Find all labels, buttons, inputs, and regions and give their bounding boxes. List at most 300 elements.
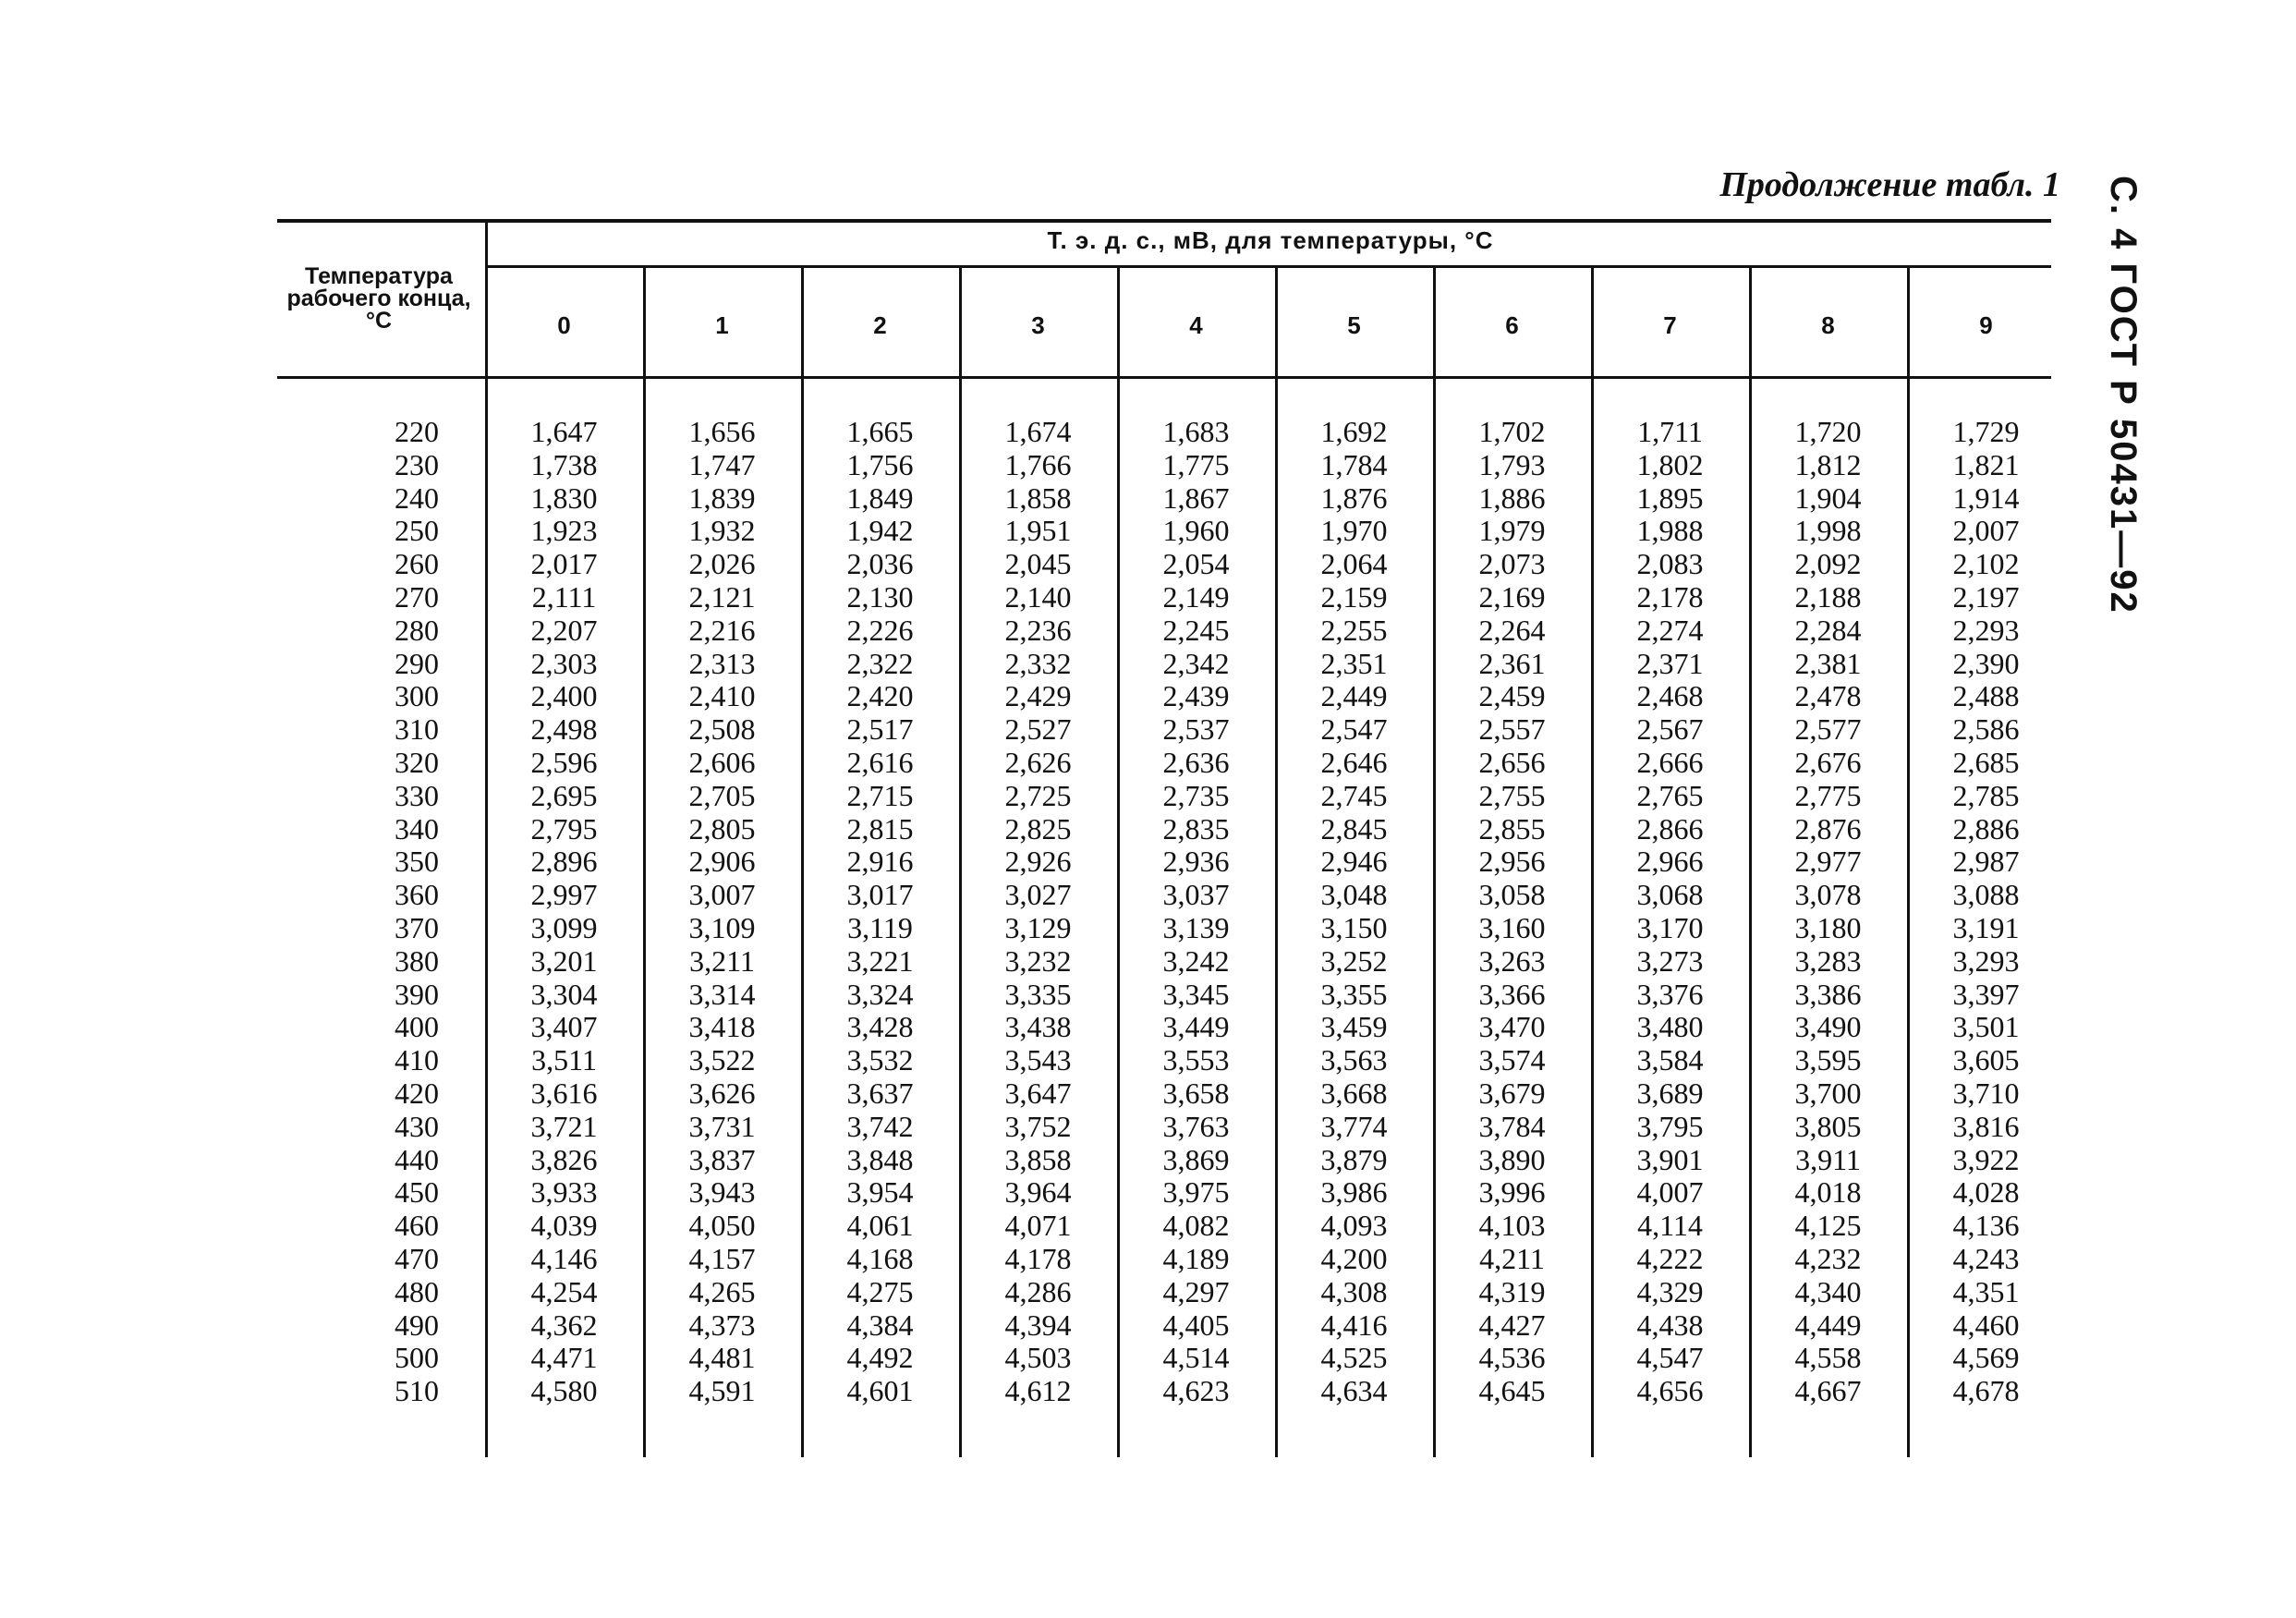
table-row [277,1077,2051,1110]
emf-cell: 2,197 [1952,579,2020,614]
emf-cell: 3,211 [689,943,755,978]
table-row [277,1374,2051,1407]
emf-cell: 4,471 [530,1341,598,1375]
row-header-label: Температура рабочего конца, °С [286,263,471,334]
row-temperature: 370 [395,910,439,944]
emf-cell: 2,449 [1320,679,1388,713]
emf-cell: 2,400 [530,679,598,713]
emf-cell: 2,586 [1952,712,2020,747]
emf-cell: 2,274 [1636,613,1704,647]
emf-cell: 3,058 [1478,878,1546,912]
emf-cell: 2,303 [530,646,598,680]
emf-cell: 2,527 [1004,712,1072,747]
emf-cell: 2,102 [1952,547,2020,581]
emf-cell: 3,700 [1794,1076,1862,1110]
emf-cell: 1,647 [530,415,598,448]
emf-cell: 4,189 [1162,1241,1230,1275]
emf-cell: 4,460 [1952,1308,2020,1342]
emf-cell: 4,405 [1162,1308,1230,1342]
emf-cell: 2,646 [1320,745,1388,779]
emf-cell: 1,867 [1162,481,1230,515]
row-temperature: 420 [395,1076,439,1110]
emf-cell: 4,286 [1004,1274,1072,1308]
row-temperature: 390 [395,977,439,1011]
emf-cell: 2,977 [1794,845,1862,879]
row-temperature: 340 [395,811,439,845]
row-temperature: 400 [395,1010,439,1044]
column-header: 8 [1821,311,1835,339]
emf-cell: 4,503 [1004,1341,1072,1375]
row-temperature: 250 [395,514,439,548]
emf-cell: 1,766 [1004,447,1072,481]
emf-cell: 2,236 [1004,613,1072,647]
emf-cell: 1,692 [1320,415,1388,448]
emf-cell: 3,150 [1320,910,1388,944]
emf-cell: 3,027 [1004,878,1072,912]
emf-cell: 1,923 [530,514,598,548]
emf-cell: 3,869 [1162,1142,1230,1176]
emf-cell: 2,825 [1004,811,1072,845]
emf-cell: 2,459 [1478,679,1546,713]
emf-cell: 2,508 [688,712,756,747]
emf-cell: 2,835 [1162,811,1230,845]
emf-cell: 1,720 [1794,415,1862,448]
emf-cell: 2,083 [1636,547,1704,581]
table-top-rule [277,219,2051,223]
emf-cell: 3,180 [1794,910,1862,944]
emf-cell: 3,795 [1636,1109,1704,1143]
emf-cell: 4,114 [1637,1209,1703,1243]
row-temperature: 220 [395,415,439,448]
table-row [277,547,2051,580]
emf-cell: 2,966 [1636,845,1704,879]
emf-cell: 2,007 [1952,514,2020,548]
emf-cell: 1,830 [530,481,598,515]
emf-cell: 2,054 [1162,547,1230,581]
emf-cell: 2,845 [1320,811,1388,845]
table-row [277,845,2051,878]
emf-cell: 2,313 [688,646,756,680]
emf-cell: 4,297 [1162,1274,1230,1308]
emf-cell: 3,221 [846,943,914,978]
emf-cell: 4,536 [1478,1341,1546,1375]
emf-cell: 4,481 [688,1341,756,1375]
emf-cell: 3,314 [688,977,756,1011]
emf-cell: 3,943 [688,1175,756,1210]
row-temperature: 380 [395,943,439,978]
column-header: 6 [1505,311,1519,339]
emf-cell: 3,848 [846,1142,914,1176]
emf-cell: 2,906 [688,845,756,879]
emf-cell: 3,501 [1952,1010,2020,1044]
emf-cell: 3,626 [688,1076,756,1110]
emf-cell: 3,658 [1162,1076,1230,1110]
emf-cell: 2,045 [1004,547,1072,581]
emf-cell: 3,201 [530,943,598,978]
emf-cell: 3,975 [1162,1175,1230,1210]
emf-cell: 2,896 [530,845,598,879]
superheader-rule [485,265,2051,268]
emf-cell: 1,951 [1004,514,1072,548]
emf-cell: 3,742 [846,1109,914,1143]
emf-cell: 2,956 [1478,845,1546,879]
table-row [277,1143,2051,1176]
emf-cell: 2,946 [1320,845,1388,879]
emf-cell: 3,129 [1004,910,1072,944]
emf-cell: 3,109 [688,910,756,944]
emf-cell: 3,232 [1004,943,1072,978]
emf-cell: 3,616 [530,1076,598,1110]
emf-cell: 1,674 [1004,415,1072,448]
emf-cell: 4,319 [1478,1274,1546,1308]
emf-cell: 2,498 [530,712,598,747]
table-row [277,911,2051,944]
emf-cell: 4,514 [1162,1341,1230,1375]
emf-cell: 4,082 [1162,1209,1230,1243]
emf-cell: 4,146 [530,1241,598,1275]
emf-cell: 3,324 [846,977,914,1011]
emf-cell: 4,645 [1478,1374,1546,1408]
column-header: 7 [1663,311,1677,339]
emf-cell: 4,656 [1636,1374,1704,1408]
emf-cell: 3,376 [1636,977,1704,1011]
emf-cell: 2,666 [1636,745,1704,779]
emf-cell: 2,695 [530,778,598,812]
emf-cell: 3,511 [531,1043,597,1077]
emf-cell: 3,366 [1478,977,1546,1011]
emf-cell: 4,103 [1478,1209,1546,1243]
row-temperature: 510 [395,1374,439,1408]
emf-cell: 4,569 [1952,1341,2020,1375]
emf-cell: 2,073 [1478,547,1546,581]
emf-cell: 1,904 [1794,481,1862,515]
emf-cell: 2,149 [1162,579,1230,614]
table-row [277,415,2051,448]
row-temperature: 490 [395,1308,439,1342]
emf-cell: 2,936 [1162,845,1230,879]
emf-cell: 3,637 [846,1076,914,1110]
emf-cell: 3,139 [1162,910,1230,944]
emf-cell: 3,283 [1794,943,1862,978]
emf-cell: 2,207 [530,613,598,647]
emf-cell: 3,386 [1794,977,1862,1011]
emf-cell: 3,418 [688,1010,756,1044]
table-row [277,812,2051,845]
emf-cell: 2,705 [688,778,756,812]
table-row [277,448,2051,481]
row-temperature: 280 [395,613,439,647]
emf-cell: 4,061 [846,1209,914,1243]
row-temperature: 240 [395,481,439,515]
emf-cell: 2,284 [1794,613,1862,647]
emf-cell: 1,711 [1637,415,1703,448]
emf-cell: 3,191 [1952,910,2020,944]
emf-cell: 3,710 [1952,1076,2020,1110]
emf-cell: 3,731 [688,1109,756,1143]
emf-cell: 2,439 [1162,679,1230,713]
emf-cell: 3,668 [1320,1076,1388,1110]
emf-cell: 2,805 [688,811,756,845]
column-header: 3 [1031,311,1045,339]
emf-cell: 3,647 [1004,1076,1072,1110]
emf-cell: 4,623 [1162,1374,1230,1408]
emf-cell: 4,634 [1320,1374,1388,1408]
table-row [277,779,2051,812]
row-temperature: 330 [395,778,439,812]
emf-cell: 2,159 [1320,579,1388,614]
emf-cell: 3,490 [1794,1010,1862,1044]
table-row [277,1341,2051,1374]
emf-cell: 2,293 [1952,613,2020,647]
emf-cell: 3,837 [688,1142,756,1176]
emf-cell: 2,036 [846,547,914,581]
emf-cell: 3,407 [530,1010,598,1044]
emf-cell: 2,130 [846,579,914,614]
emf-cell: 2,855 [1478,811,1546,845]
emf-cell: 1,793 [1478,447,1546,481]
column-header: 4 [1189,311,1203,339]
row-temperature: 290 [395,646,439,680]
table-row [277,580,2051,614]
emf-cell: 2,092 [1794,547,1862,581]
emf-cell: 4,580 [530,1374,598,1408]
emf-cell: 3,345 [1162,977,1230,1011]
emf-cell: 4,438 [1636,1308,1704,1342]
emf-cell: 3,553 [1162,1043,1230,1077]
emf-cell: 3,816 [1952,1109,2020,1143]
emf-cell: 3,605 [1952,1043,2020,1077]
emf-cell: 2,567 [1636,712,1704,747]
emf-cell: 4,265 [688,1274,756,1308]
emf-cell: 3,954 [846,1175,914,1210]
table-body [277,415,2051,1407]
emf-cell: 3,304 [530,977,598,1011]
emf-cell: 3,470 [1478,1010,1546,1044]
emf-cell: 4,308 [1320,1274,1388,1308]
emf-cell: 2,537 [1162,712,1230,747]
emf-cell: 3,522 [688,1043,756,1077]
emf-cell: 1,839 [688,481,756,515]
emf-cell: 1,656 [688,415,756,448]
row-temperature: 440 [395,1142,439,1176]
emf-cell: 4,018 [1794,1175,1862,1210]
emf-cell: 2,795 [530,811,598,845]
row-temperature: 300 [395,679,439,713]
emf-cell: 4,254 [530,1274,598,1308]
emf-cell: 2,785 [1952,778,2020,812]
emf-cell: 3,826 [530,1142,598,1176]
emf-cell: 3,784 [1478,1109,1546,1143]
emf-cell: 4,449 [1794,1308,1862,1342]
emf-cell: 4,492 [846,1341,914,1375]
emf-cell: 3,922 [1952,1142,2020,1176]
emf-cell: 2,026 [688,547,756,581]
column-header: 1 [715,311,729,339]
emf-cell: 4,384 [846,1308,914,1342]
emf-cell: 2,596 [530,745,598,779]
table-row [277,1043,2051,1077]
emf-cell: 3,007 [688,878,756,912]
emf-cell: 3,293 [1952,943,2020,978]
emf-cell: 3,273 [1636,943,1704,978]
emf-cell: 4,351 [1952,1274,2020,1308]
emf-cell: 2,987 [1952,845,2020,879]
emf-cell: 3,397 [1952,977,2020,1011]
emf-cell: 2,488 [1952,679,2020,713]
emf-cell: 1,932 [688,514,756,548]
emf-cell: 2,111 [531,579,597,614]
emf-cell: 4,340 [1794,1274,1862,1308]
emf-cell: 3,252 [1320,943,1388,978]
emf-cell: 4,525 [1320,1341,1388,1375]
emf-cell: 2,121 [688,579,756,614]
emf-cell: 1,970 [1320,514,1388,548]
emf-cell: 3,242 [1162,943,1230,978]
emf-cell: 2,410 [688,679,756,713]
emf-cell: 3,335 [1004,977,1072,1011]
emf-cell: 1,914 [1952,481,2020,515]
emf-cell: 3,858 [1004,1142,1072,1176]
emf-cell: 2,169 [1478,579,1546,614]
emf-cell: 3,574 [1478,1043,1546,1077]
emf-cell: 4,275 [846,1274,914,1308]
emf-cell: 3,911 [1795,1142,1861,1176]
emf-cell: 4,125 [1794,1209,1862,1243]
emf-cell: 4,427 [1478,1308,1546,1342]
emf-cell: 3,752 [1004,1109,1072,1143]
column-header: 2 [873,311,887,339]
table-row [277,647,2051,680]
row-temperature: 270 [395,579,439,614]
emf-cell: 2,636 [1162,745,1230,779]
emf-cell: 2,926 [1004,845,1072,879]
emf-cell: 2,178 [1636,579,1704,614]
emf-cell: 3,170 [1636,910,1704,944]
emf-cell: 4,667 [1794,1374,1862,1408]
emf-cell: 3,721 [530,1109,598,1143]
page-side-header: С. 4 ГОСТ Р 50431—92 [2103,176,2144,614]
table-row [277,679,2051,712]
emf-cell: 3,449 [1162,1010,1230,1044]
emf-cell: 2,264 [1478,613,1546,647]
emf-cell: 2,866 [1636,811,1704,845]
emf-cell: 4,200 [1320,1241,1388,1275]
emf-cell: 1,960 [1162,514,1230,548]
emf-cell: 3,563 [1320,1043,1388,1077]
row-temperature: 410 [395,1043,439,1077]
emf-cell: 1,729 [1952,415,2020,448]
emf-cell: 4,007 [1636,1175,1704,1210]
emf-cell: 2,547 [1320,712,1388,747]
thermo-emf-table [277,219,2051,1476]
emf-cell: 4,071 [1004,1209,1072,1243]
emf-cell: 3,119 [847,910,913,944]
emf-cell: 2,715 [846,778,914,812]
emf-cell: 4,050 [688,1209,756,1243]
table-row [277,944,2051,978]
emf-cell: 2,656 [1478,745,1546,779]
emf-cell: 4,558 [1794,1341,1862,1375]
emf-cell: 3,986 [1320,1175,1388,1210]
emf-cell: 2,226 [846,613,914,647]
emf-cell: 3,068 [1636,878,1704,912]
emf-cell: 3,017 [846,878,914,912]
emf-cell: 2,676 [1794,745,1862,779]
table-row [277,614,2051,647]
emf-cell: 2,876 [1794,811,1862,845]
emf-cell: 1,802 [1636,447,1704,481]
emf-cell: 1,784 [1320,447,1388,481]
emf-cell: 2,332 [1004,646,1072,680]
emf-cell: 4,612 [1004,1374,1072,1408]
emf-cell: 1,858 [1004,481,1072,515]
emf-cell: 2,997 [530,878,598,912]
emf-cell: 2,245 [1162,613,1230,647]
emf-cell: 2,765 [1636,778,1704,812]
emf-cell: 1,821 [1952,447,2020,481]
emf-cell: 3,160 [1478,910,1546,944]
emf-cell: 2,216 [688,613,756,647]
emf-cell: 4,136 [1952,1209,2020,1243]
row-temperature: 450 [395,1175,439,1210]
row-temperature: 430 [395,1109,439,1143]
emf-cell: 2,390 [1952,646,2020,680]
emf-cell: 3,459 [1320,1010,1388,1044]
emf-cell: 3,763 [1162,1109,1230,1143]
table-row [277,1010,2051,1043]
table-continuation-label: Продолжение табл. 1 [1719,165,2060,204]
emf-cell: 1,665 [846,415,914,448]
table-row [277,1275,2051,1308]
emf-cell: 4,093 [1320,1209,1388,1243]
emf-cell: 3,774 [1320,1109,1388,1143]
emf-cell: 3,532 [846,1043,914,1077]
emf-cell: 3,355 [1320,977,1388,1011]
emf-cell: 1,998 [1794,514,1862,548]
table-row [277,878,2051,911]
emf-cell: 2,557 [1478,712,1546,747]
emf-cell: 2,755 [1478,778,1546,812]
emf-cell: 1,812 [1794,447,1862,481]
column-header: 0 [557,311,571,339]
emf-cell: 2,140 [1004,579,1072,614]
emf-cell: 2,775 [1794,778,1862,812]
emf-cell: 1,988 [1636,514,1704,548]
emf-cell: 2,725 [1004,778,1072,812]
emf-cell: 4,678 [1952,1374,2020,1408]
emf-cell: 1,683 [1162,415,1230,448]
emf-cell: 2,745 [1320,778,1388,812]
emf-cell: 4,157 [688,1241,756,1275]
emf-cell: 3,584 [1636,1043,1704,1077]
emf-cell: 4,362 [530,1308,598,1342]
table-row [277,1110,2051,1143]
emf-cell: 3,037 [1162,878,1230,912]
emf-cell: 3,263 [1478,943,1546,978]
emf-cell: 2,735 [1162,778,1230,812]
table-row [277,978,2051,1011]
emf-cell: 4,416 [1320,1308,1388,1342]
emf-cell: 2,017 [530,547,598,581]
emf-cell: 1,756 [846,447,914,481]
table-row [277,712,2051,746]
emf-cell: 2,517 [846,712,914,747]
emf-cell: 4,211 [1479,1241,1545,1275]
emf-cell: 2,322 [846,646,914,680]
emf-cell: 3,996 [1478,1175,1546,1210]
emf-cell: 4,329 [1636,1274,1704,1308]
row-temperature: 360 [395,878,439,912]
